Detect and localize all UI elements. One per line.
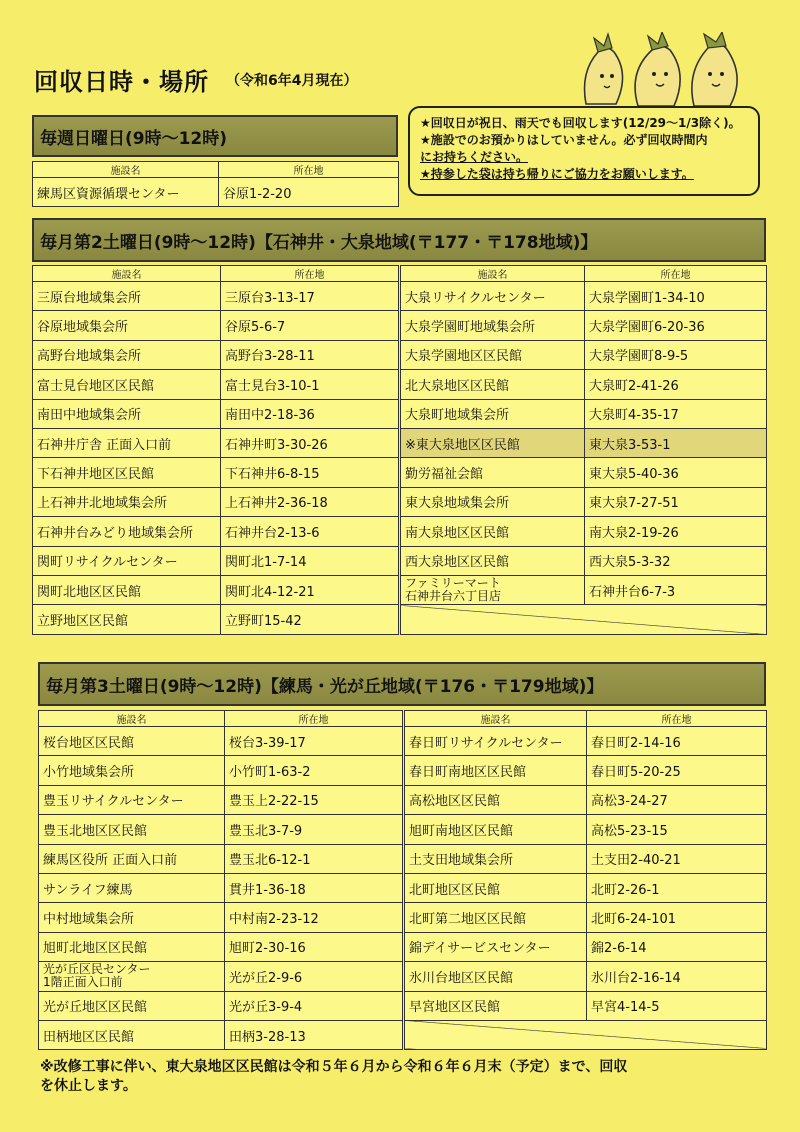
table-row (33, 340, 399, 369)
empty-cell (405, 1020, 767, 1049)
column-header-facility: 施設名 (33, 162, 219, 178)
empty-row (401, 605, 767, 634)
facility-address: 石神井台2-13-6 (221, 517, 399, 546)
facility-name: 田柄地区区民館 (39, 1020, 225, 1049)
facility-name: 西大泉地区区民館 (401, 546, 585, 575)
facility-name: 東大泉地域集会所 (401, 487, 585, 516)
table-row (33, 458, 399, 487)
table-row (33, 546, 399, 575)
notice-line: ★持参した袋は持ち帰りにご協力をお願いします。 (420, 167, 694, 181)
footer-line: ※改修工事に伴い、東大泉地区区民館は令和５年６月から令和６年６月末（予定）まで、回収 (40, 1059, 628, 1075)
column-header-facility: 施設名 (405, 711, 587, 727)
facility-name: 石神井庁舎 正面入口前 (33, 428, 221, 457)
facility-name: 石神井台みどり地域集会所 (33, 517, 221, 546)
table-row (39, 991, 403, 1020)
table-row (405, 785, 767, 814)
facility-address: 東大泉3-53-1 (585, 428, 767, 457)
table-row (39, 1020, 403, 1049)
facility-address: 高松5-23-15 (587, 815, 767, 844)
table-row (401, 546, 767, 575)
facility-address: 関町北1-7-14 (221, 546, 399, 575)
table-row (33, 178, 399, 207)
table-row (401, 575, 767, 604)
facility-name: 豊玉北地区区民館 (39, 815, 225, 844)
facility-name: 大泉町地域集会所 (401, 399, 585, 428)
sat3-left-table (38, 710, 403, 1050)
table-row (405, 844, 767, 873)
facility-name: 富士見台地区区民館 (33, 370, 221, 399)
facility-address: 土支田2-40-21 (587, 844, 767, 873)
table-row (401, 487, 767, 516)
facility-name (401, 575, 585, 604)
facility-address: 大泉学園町1-34-10 (585, 282, 767, 311)
facility-address: 旭町2-30-16 (225, 932, 403, 961)
table-row (39, 962, 403, 991)
facility-address: 北町6-24-101 (587, 903, 767, 932)
sunday-table (32, 161, 399, 207)
facility-name (39, 962, 225, 991)
sat2-left-table (32, 265, 399, 635)
table-row (39, 932, 403, 961)
facility-name-line2: 1階正面入口前 (43, 975, 123, 990)
table-row (33, 605, 399, 634)
facility-name: 春日町リサイクルセンター (405, 727, 587, 756)
facility-address: 豊玉北3-7-9 (225, 815, 403, 844)
table-row (33, 282, 399, 311)
table-row (33, 311, 399, 340)
facility-address: 下石神井6-8-15 (221, 458, 399, 487)
column-header-facility: 施設名 (33, 266, 221, 282)
facility-name: 南田中地域集会所 (33, 399, 221, 428)
table-row (39, 844, 403, 873)
facility-address: 南田中2-18-36 (221, 399, 399, 428)
table-row (39, 756, 403, 785)
facility-name: 南大泉地区区民館 (401, 517, 585, 546)
facility-address: 立野町15-42 (221, 605, 399, 634)
column-header-facility: 施設名 (401, 266, 585, 282)
table-row (33, 399, 399, 428)
facility-address: 高松3-24-27 (587, 785, 767, 814)
facility-address: 石神井町3-30-26 (221, 428, 399, 457)
table-row (33, 487, 399, 516)
facility-address: 大泉町4-35-17 (585, 399, 767, 428)
table-row (401, 282, 767, 311)
facility-address: 高野台3-28-11 (221, 340, 399, 369)
page-title: 回収日時・場所 (34, 68, 209, 96)
facility-address: 北町2-26-1 (587, 873, 767, 902)
sat2-right-table (400, 265, 767, 635)
facility-name-line2: 石神井台六丁目店 (405, 589, 502, 604)
facility-name: 関町リサイクルセンター (33, 546, 221, 575)
facility-address: 大泉学園町8-9-5 (585, 340, 767, 369)
sunday-section-header: 毎週日曜日(9時～12時) (32, 115, 398, 157)
facility-name: 小竹地域集会所 (39, 756, 225, 785)
facility-name-line1: 光が丘区民センター (43, 962, 151, 977)
facility-name: 高松地区区民館 (405, 785, 587, 814)
table-row (39, 903, 403, 932)
facility-address: 小竹町1-63-2 (225, 756, 403, 785)
facility-name: 中村地域集会所 (39, 903, 225, 932)
facility-name: 谷原地域集会所 (33, 311, 221, 340)
facility-name: ※東大泉地区区民館 (401, 428, 585, 457)
table-row (405, 815, 767, 844)
facility-address: 富士見台3-10-1 (221, 370, 399, 399)
empty-row (405, 1020, 767, 1049)
facility-name: 上石神井北地域集会所 (33, 487, 221, 516)
facility-name: 関町北地区区民館 (33, 575, 221, 604)
facility-address: 光が丘2-9-6 (225, 962, 403, 991)
table-row (401, 311, 767, 340)
facility-name: 桜台地区区民館 (39, 727, 225, 756)
facility-address: 南大泉2-19-26 (585, 517, 767, 546)
table-row (401, 458, 767, 487)
facility-address: 氷川台2-16-14 (587, 962, 767, 991)
facility-name: 北町第二地区区民館 (405, 903, 587, 932)
facility-name: 練馬区役所 正面入口前 (39, 844, 225, 873)
facility-address: 西大泉5-3-32 (585, 546, 767, 575)
empty-cell (401, 605, 767, 634)
sat3-section-header: 毎月第3土曜日(9時～12時)【練馬・光が丘地域(〒176・〒179地域)】 (38, 662, 766, 706)
facility-address: 東大泉7-27-51 (585, 487, 767, 516)
facility-name: 氷川台地区区民館 (405, 962, 587, 991)
table-row (33, 428, 399, 457)
column-header-address: 所在地 (587, 711, 767, 727)
facility-name: 練馬区資源循環センター (33, 178, 219, 207)
table-row (405, 903, 767, 932)
facility-name: サンライフ練馬 (39, 873, 225, 902)
facility-name: 早宮地区区民館 (405, 991, 587, 1020)
facility-name: 高野台地域集会所 (33, 340, 221, 369)
facility-name-line1: ファミリーマート (405, 576, 501, 591)
table-row (39, 785, 403, 814)
facility-address: 関町北4-12-21 (221, 575, 399, 604)
table-row (405, 756, 767, 785)
facility-name: 大泉リサイクルセンター (401, 282, 585, 311)
table-row (39, 873, 403, 902)
table-row (401, 517, 767, 546)
facility-address: 三原台3-13-17 (221, 282, 399, 311)
facility-address: 春日町5-20-25 (587, 756, 767, 785)
table-row (33, 575, 399, 604)
table-row (405, 727, 767, 756)
column-header-address: 所在地 (219, 162, 399, 178)
facility-address: 田柄3-28-13 (225, 1020, 403, 1049)
table-row (33, 517, 399, 546)
facility-address: 東大泉5-40-36 (585, 458, 767, 487)
table-row-suspended (401, 428, 767, 457)
facility-name: 大泉学園地区区民館 (401, 340, 585, 369)
footer-line: を休止します。 (40, 1078, 137, 1094)
facility-name: 北町地区区民館 (405, 873, 587, 902)
facility-address: 錦2-6-14 (587, 932, 767, 961)
facility-address: 春日町2-14-16 (587, 727, 767, 756)
notice-box (408, 106, 760, 196)
table-row (401, 399, 767, 428)
facility-address: 上石神井2-36-18 (221, 487, 399, 516)
facility-name: 光が丘地区区民館 (39, 991, 225, 1020)
facility-address: 豊玉北6-12-1 (225, 844, 403, 873)
facility-name: 旭町北地区区民館 (39, 932, 225, 961)
facility-name: 大泉学園町地域集会所 (401, 311, 585, 340)
table-row (39, 727, 403, 756)
notice-line: にお持ちください。 (420, 150, 529, 164)
sat3-right-table (404, 710, 767, 1050)
notice-line: ★施設でのお預かりはしていません。必ず回収時間内 (420, 133, 708, 147)
facility-name: 北大泉地区区民館 (401, 370, 585, 399)
facility-address: 光が丘3-9-4 (225, 991, 403, 1020)
column-header-address: 所在地 (225, 711, 403, 727)
facility-name: 旭町南地区区民館 (405, 815, 587, 844)
page-subtitle: （令和6年4月現在） (226, 73, 358, 89)
facility-name: 春日町南地区区民館 (405, 756, 587, 785)
facility-name: 立野地区区民館 (33, 605, 221, 634)
facility-address: 貫井1-36-18 (225, 873, 403, 902)
facility-name: 錦デイサービスセンター (405, 932, 587, 961)
table-row (33, 370, 399, 399)
facility-address: 豊玉上2-22-15 (225, 785, 403, 814)
column-header-address: 所在地 (221, 266, 399, 282)
facility-address: 中村南2-23-12 (225, 903, 403, 932)
facility-address: 大泉町2-41-26 (585, 370, 767, 399)
facility-address: 早宮4-14-5 (587, 991, 767, 1020)
facility-name: 豊玉リサイクルセンター (39, 785, 225, 814)
table-row (405, 873, 767, 902)
table-row (405, 962, 767, 991)
facility-address: 石神井台6-7-3 (585, 575, 767, 604)
facility-name: 勤労福祉会館 (401, 458, 585, 487)
footer-note (40, 1058, 760, 1096)
table-row (405, 932, 767, 961)
table-row (405, 991, 767, 1020)
facility-name: 下石神井地区区民館 (33, 458, 221, 487)
facility-address: 谷原1-2-20 (219, 178, 399, 207)
facility-address: 谷原5-6-7 (221, 311, 399, 340)
facility-address: 桜台3-39-17 (225, 727, 403, 756)
facility-address: 大泉学園町6-20-36 (585, 311, 767, 340)
facility-name: 三原台地域集会所 (33, 282, 221, 311)
notice-line: ★回収日が祝日、雨天でも回収します(12/29～1/3除く)。 (420, 116, 741, 130)
facility-name: 土支田地域集会所 (405, 844, 587, 873)
column-header-address: 所在地 (585, 266, 767, 282)
table-row (401, 340, 767, 369)
column-header-facility: 施設名 (39, 711, 225, 727)
table-row (401, 370, 767, 399)
sat2-section-header: 毎月第2土曜日(9時～12時)【石神井・大泉地域(〒177・〒178地域)】 (32, 218, 766, 262)
mascot-illustration (576, 32, 766, 112)
table-row (39, 815, 403, 844)
